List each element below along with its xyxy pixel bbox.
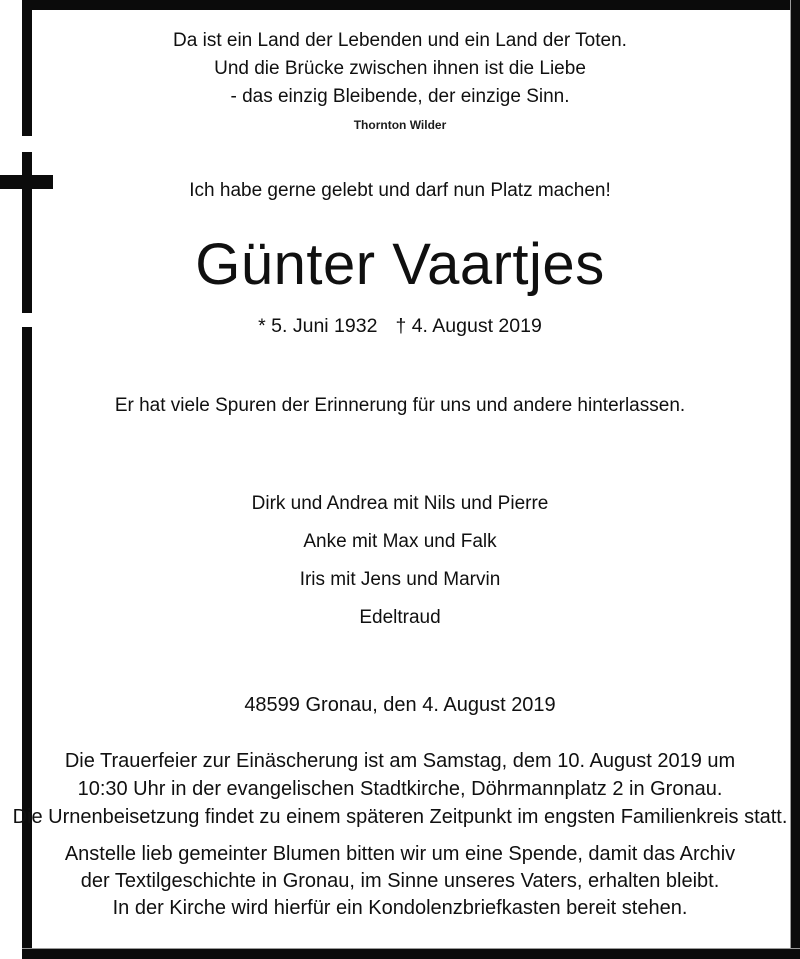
donation-request-line: In der Kirche wird hierfür ein Kondolenzbriefkasten bereit stehen. bbox=[112, 897, 688, 919]
mourner-line: Dirk und Andrea mit Nils und Pierre bbox=[251, 493, 549, 514]
death-date: † 4. August 2019 bbox=[395, 315, 542, 337]
funeral-details-line: Die Urnenbeisetzung findet zu einem späteren Zeitpunkt im engsten Familienkreis statt. bbox=[12, 806, 788, 828]
life-dates bbox=[0, 314, 800, 338]
quote-line: - das einzig Bleibende, der einzige Sinn. bbox=[230, 86, 570, 107]
birth-date: * 5. Juni 1932 bbox=[258, 315, 378, 337]
funeral-details-line: 10:30 Uhr in der evangelischen Stadtkirche, Döhrmannplatz 2 in Gronau. bbox=[77, 778, 723, 800]
deceased-name: Günter Vaartjes bbox=[195, 232, 605, 297]
mourners-list bbox=[0, 485, 800, 637]
frame-top-border bbox=[22, 0, 800, 10]
frame-bottom-border bbox=[22, 948, 800, 959]
remembrance-line: Er hat viele Spuren der Erinnerung für uns und andere hinterlassen. bbox=[114, 395, 686, 416]
mourner-line: Iris mit Jens und Marvin bbox=[299, 569, 501, 590]
funeral-details bbox=[0, 747, 800, 831]
quote-line: Und die Brücke zwischen ihnen ist die Liebe bbox=[214, 58, 586, 79]
donation-request bbox=[0, 841, 800, 922]
quote-attribution: Thornton Wilder bbox=[353, 118, 447, 132]
personal-motto: Ich habe gerne gelebt und darf nun Platz machen! bbox=[189, 180, 611, 201]
opening-quote bbox=[0, 27, 800, 111]
donation-request-line: Anstelle lieb gemeinter Blumen bitten wir um eine Spende, damit das Archiv bbox=[64, 843, 736, 865]
mourner-line: Anke mit Max und Falk bbox=[303, 531, 497, 552]
donation-request-line: der Textilgeschichte in Gronau, im Sinne unseres Vaters, erhalten bleibt. bbox=[80, 870, 720, 892]
funeral-details-line: Die Trauerfeier zur Einäscherung ist am Samstag, dem 10. August 2019 um bbox=[64, 750, 736, 772]
place-dateline: 48599 Gronau, den 4. August 2019 bbox=[244, 694, 556, 716]
quote-line: Da ist ein Land der Lebenden und ein Land der Toten. bbox=[173, 30, 627, 51]
mourner-line: Edeltraud bbox=[359, 607, 441, 628]
